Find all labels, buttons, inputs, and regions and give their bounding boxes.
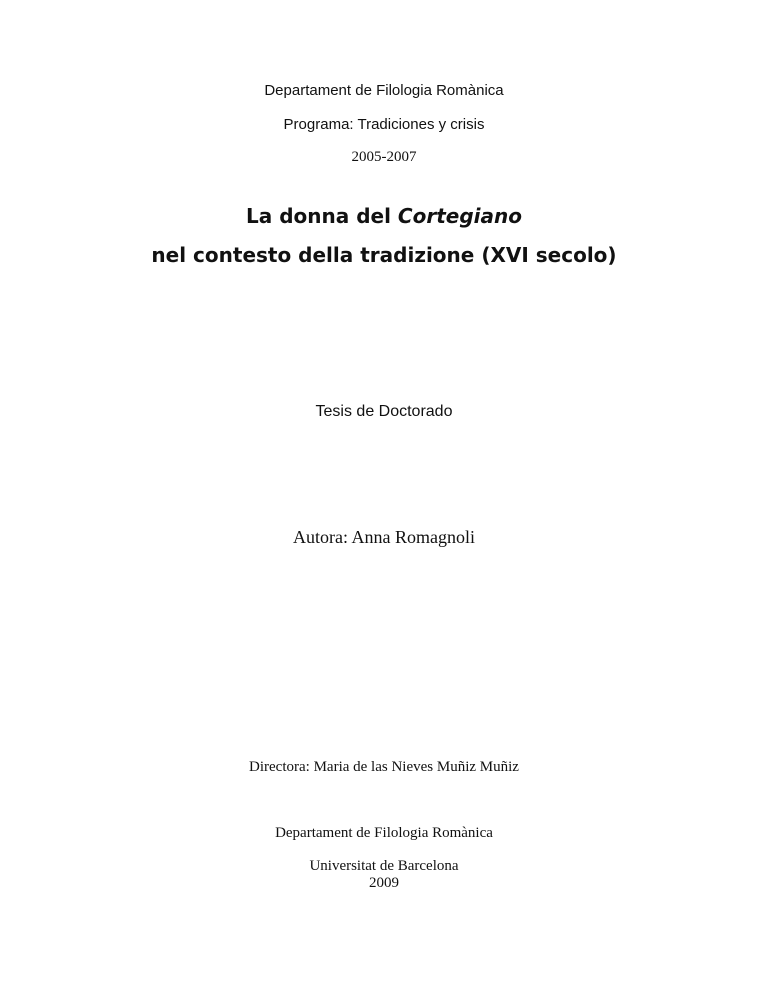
footer-year: 2009 [369, 875, 399, 891]
header-program: Programa: Tradiciones y crisis [283, 116, 485, 133]
thesis-title-line-1 [0, 204, 768, 228]
footer-department: Departament de Filologia Romànica [275, 825, 493, 841]
thesis-title-line-2: nel contesto della tradizione (XVI secolo) [151, 243, 617, 267]
director: Directora: Maria de las Nieves Muñiz Muñiz [249, 759, 519, 775]
header-years: 2005-2007 [351, 149, 417, 165]
author: Autora: Anna Romagnoli [293, 527, 475, 547]
thesis-type: Tesis de Doctorado [315, 403, 453, 420]
thesis-title-italic: Cortegiano [397, 204, 522, 228]
header-department: Departament de Filologia Romànica [264, 82, 504, 99]
footer-university: Universitat de Barcelona [309, 858, 459, 874]
thesis-title-prefix: La donna del [246, 204, 398, 228]
